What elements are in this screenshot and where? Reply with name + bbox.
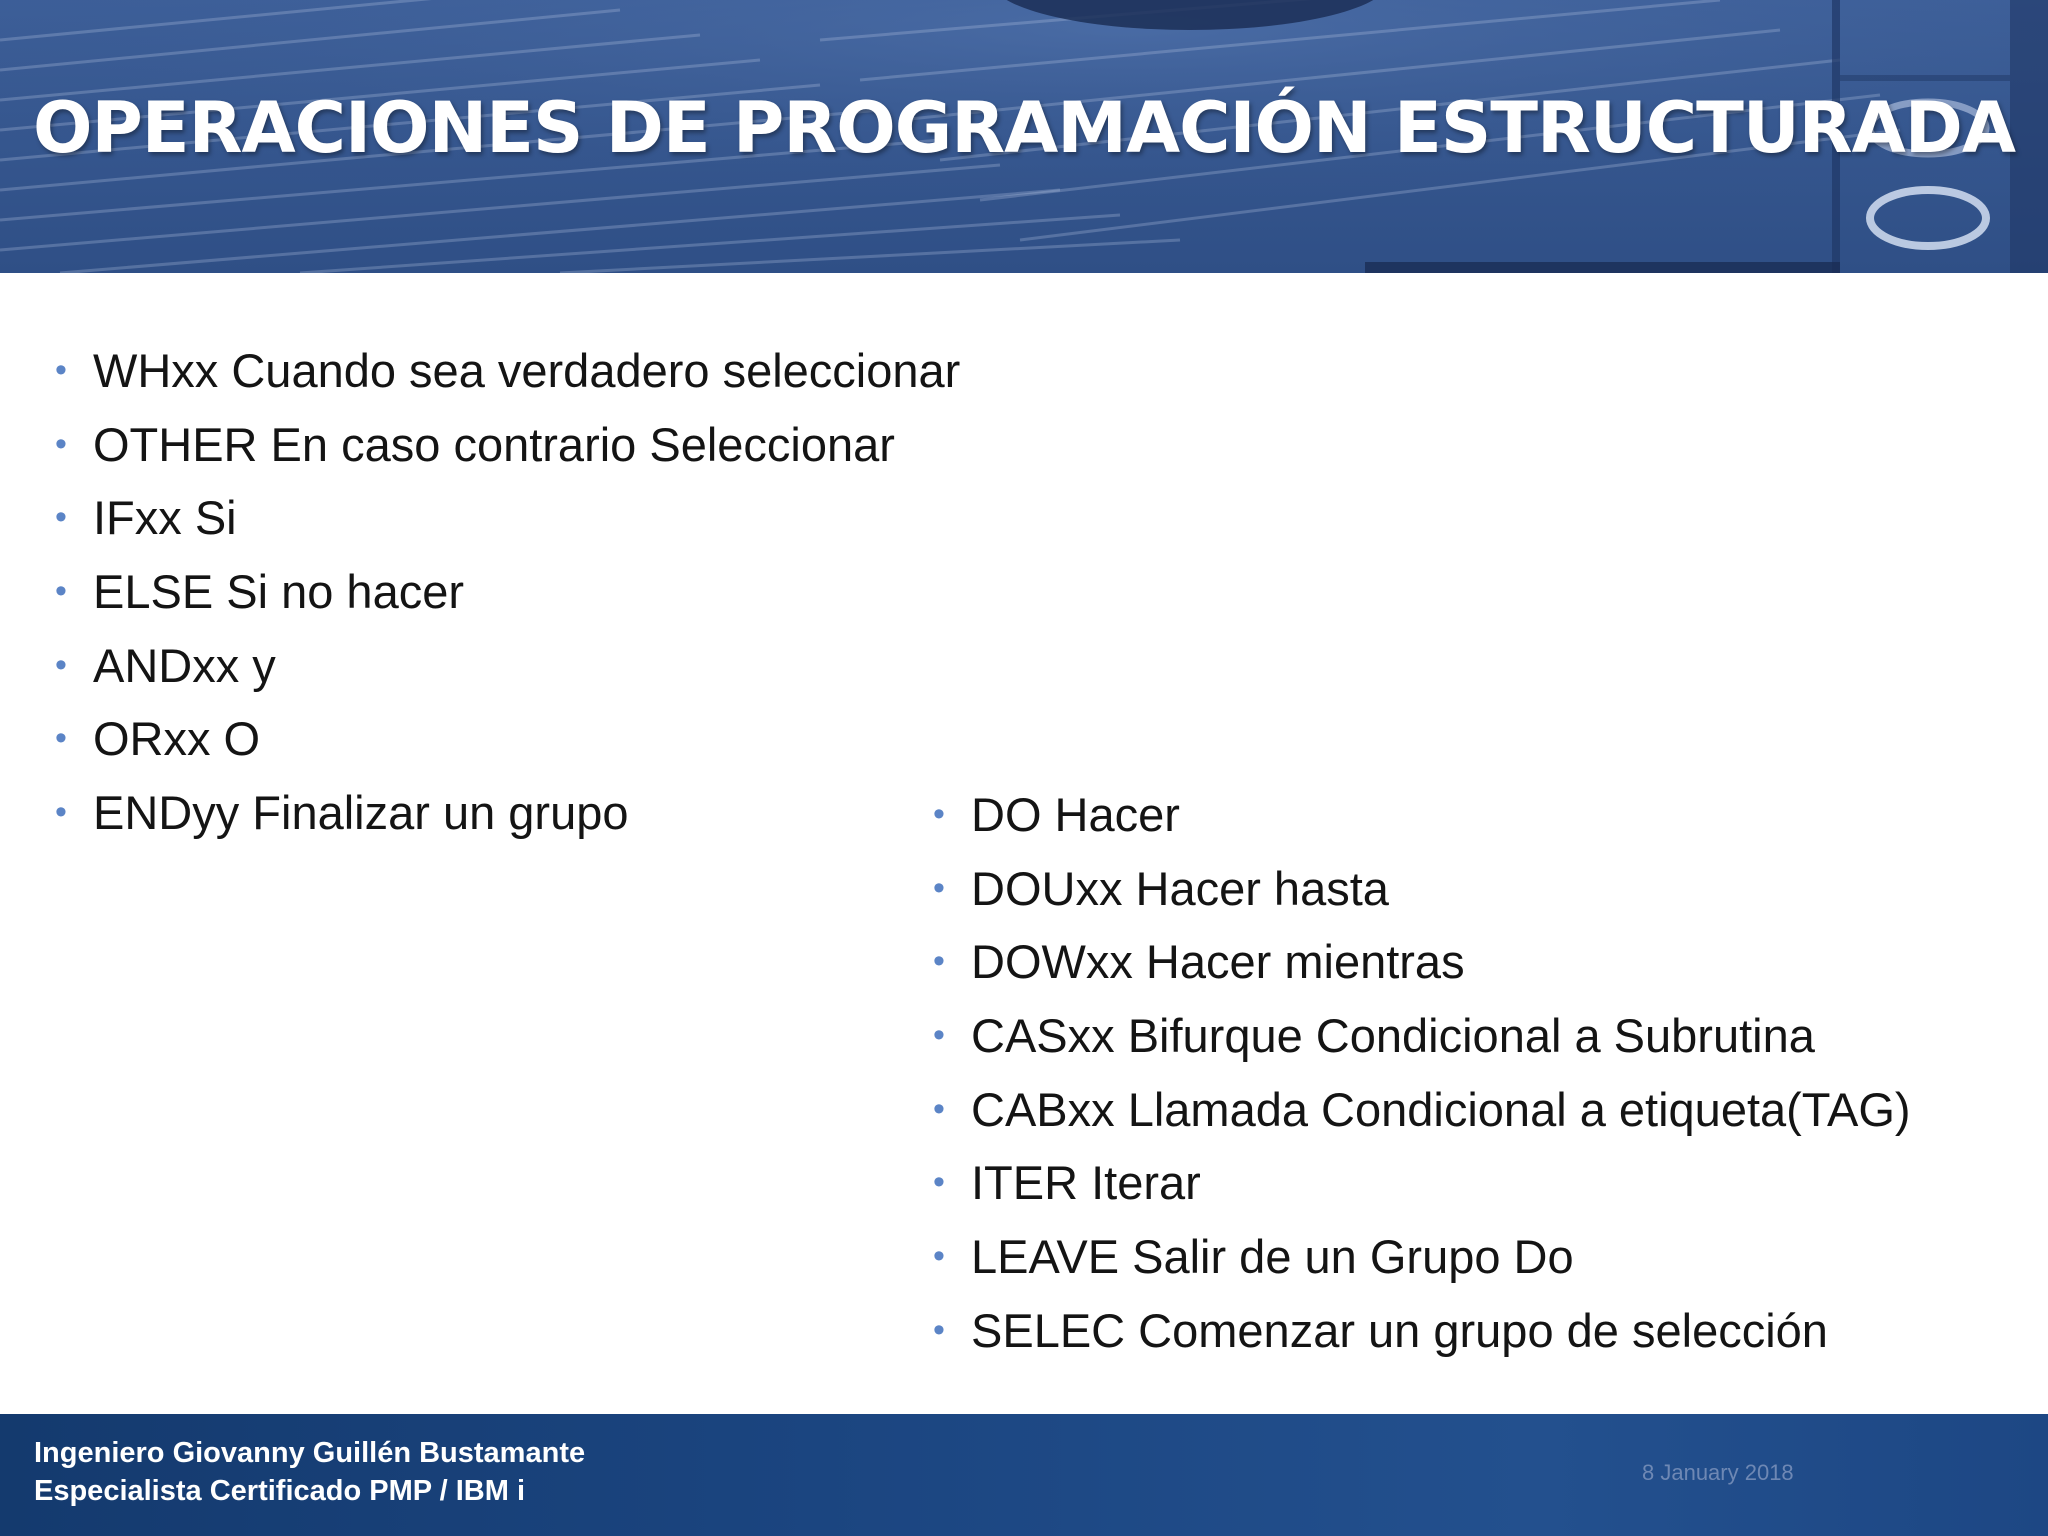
bullet-icon: • xyxy=(933,942,945,981)
bullet-icon: • xyxy=(55,351,67,389)
list-item-text: DO Hacer xyxy=(971,788,1180,841)
bullet-icon: • xyxy=(933,1237,945,1276)
list-item-text: IFxx Si xyxy=(93,491,237,545)
author-block xyxy=(34,1434,585,1510)
bullet-icon: • xyxy=(55,719,67,758)
right-bullet-list xyxy=(933,778,1911,1368)
list-item-text: ITER Iterar xyxy=(971,1156,1201,1210)
list-item xyxy=(933,852,1911,926)
list-item xyxy=(55,555,960,629)
list-item-text: DOWxx Hacer mientras xyxy=(971,935,1465,989)
bullet-icon: • xyxy=(933,1163,945,1202)
bullet-icon: • xyxy=(55,498,67,537)
bullet-icon: • xyxy=(55,645,67,684)
list-item-text: ORxx O xyxy=(93,712,261,766)
list-item-text: OTHER En caso contrario Seleccionar xyxy=(93,417,895,471)
list-item xyxy=(933,778,1911,852)
list-item xyxy=(933,1146,1911,1220)
list-item xyxy=(55,702,960,776)
list-item xyxy=(933,1073,1911,1147)
list-item xyxy=(55,629,960,703)
list-item-text: ANDxx y xyxy=(93,638,276,692)
author-credential: Especialista Certificado PMP / IBM i xyxy=(34,1475,526,1507)
header-banner xyxy=(0,0,2048,273)
list-item xyxy=(55,408,960,482)
list-item xyxy=(933,925,1911,999)
slide-title: OPERACIONES DE PROGRAMACIÓN ESTRUCTURADA xyxy=(32,87,2016,169)
list-item-text: ELSE Si no hacer xyxy=(93,565,464,619)
bullet-icon: • xyxy=(933,1016,945,1055)
list-item-text: LEAVE Salir de un Grupo Do xyxy=(971,1230,1574,1284)
list-item-text: CASxx Bifurque Condicional a Subrutina xyxy=(971,1009,1815,1063)
list-item-text: SELEC Comenzar un grupo de selección xyxy=(971,1303,1828,1357)
bullet-icon: • xyxy=(933,1089,945,1128)
bullet-icon: • xyxy=(55,793,67,832)
left-bullet-list xyxy=(55,334,960,850)
bullet-icon: • xyxy=(933,1310,945,1349)
list-item xyxy=(933,999,1911,1073)
list-item-text: DOUxx Hacer hasta xyxy=(971,861,1389,915)
slide-date: 8 January 2018 xyxy=(1642,1460,1794,1485)
list-item xyxy=(933,1294,1911,1368)
list-item-text: WHxx Cuando sea verdadero seleccionar xyxy=(93,344,961,397)
list-item-text: ENDyy Finalizar un grupo xyxy=(93,786,629,840)
list-item xyxy=(933,1220,1911,1294)
list-item xyxy=(55,776,960,850)
bullet-icon: • xyxy=(933,868,945,907)
list-item-text: CABxx Llamada Condicional a etiqueta(TAG) xyxy=(971,1082,1911,1136)
bullet-icon: • xyxy=(55,572,67,611)
footer-bar xyxy=(0,1414,2048,1536)
list-item xyxy=(55,334,960,408)
list-item xyxy=(55,481,960,555)
bullet-icon: • xyxy=(933,795,945,833)
bullet-icon: • xyxy=(55,424,67,463)
author-name: Ingeniero Giovanny Guillén Bustamante xyxy=(34,1437,586,1469)
